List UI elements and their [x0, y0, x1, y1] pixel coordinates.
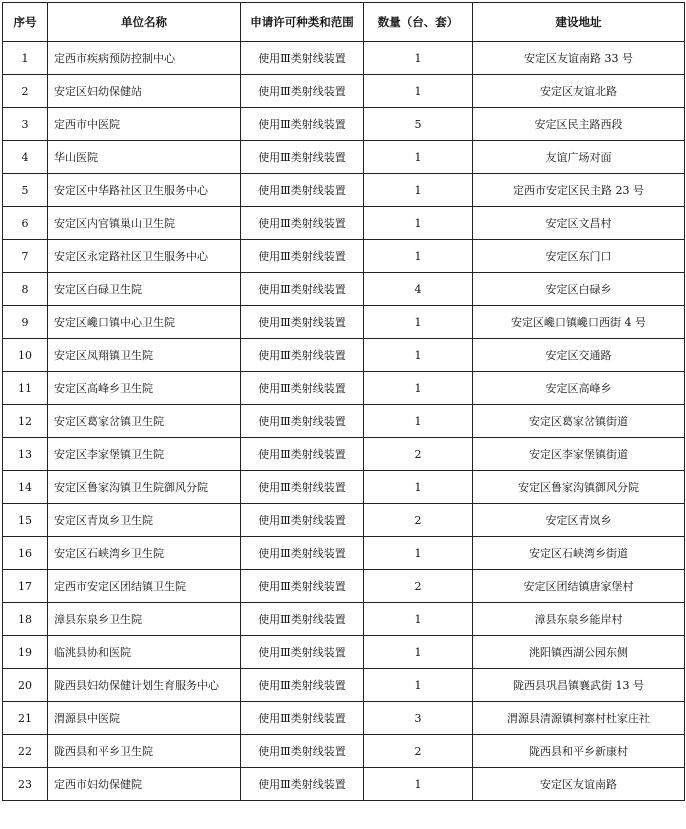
table-row [3, 372, 685, 405]
cell-scope: 使用Ⅲ类射线装置 [241, 702, 364, 735]
header-scope: 申请许可种类和范围 [241, 3, 364, 42]
cell-scope: 使用Ⅲ类射线装置 [241, 372, 364, 405]
cell-scope: 使用Ⅲ类射线装置 [241, 42, 364, 75]
cell-address: 安定区青岚乡 [473, 504, 685, 537]
cell-no: 11 [3, 372, 48, 405]
cell-no: 1 [3, 42, 48, 75]
header-qty: 数量（台、套） [364, 3, 473, 42]
cell-no: 13 [3, 438, 48, 471]
cell-quantity: 1 [364, 141, 473, 174]
cell-unit-name: 漳县东泉乡卫生院 [48, 603, 241, 636]
cell-quantity: 1 [364, 207, 473, 240]
cell-unit-name: 安定区高峰乡卫生院 [48, 372, 241, 405]
cell-unit-name: 安定区内官镇巢山卫生院 [48, 207, 241, 240]
cell-scope: 使用Ⅲ类射线装置 [241, 669, 364, 702]
table-row [3, 108, 685, 141]
cell-no: 15 [3, 504, 48, 537]
cell-address: 渭源县清源镇柯寨村杜家庄社 [473, 702, 685, 735]
table-row [3, 141, 685, 174]
cell-quantity: 1 [364, 636, 473, 669]
cell-address: 安定区高峰乡 [473, 372, 685, 405]
cell-quantity: 1 [364, 339, 473, 372]
table-row [3, 174, 685, 207]
cell-address: 安定区白碌乡 [473, 273, 685, 306]
table-row [3, 405, 685, 438]
cell-address: 安定区友谊北路 [473, 75, 685, 108]
cell-unit-name: 安定区凤翔镇卫生院 [48, 339, 241, 372]
cell-quantity: 2 [364, 735, 473, 768]
cell-scope: 使用Ⅲ类射线装置 [241, 306, 364, 339]
cell-quantity: 2 [364, 570, 473, 603]
cell-unit-name: 陇西县和平乡卫生院 [48, 735, 241, 768]
cell-unit-name: 安定区李家堡镇卫生院 [48, 438, 241, 471]
cell-quantity: 2 [364, 438, 473, 471]
cell-quantity: 1 [364, 471, 473, 504]
cell-scope: 使用Ⅲ类射线装置 [241, 273, 364, 306]
cell-unit-name: 定西市中医院 [48, 108, 241, 141]
cell-unit-name: 安定区石峡湾乡卫生院 [48, 537, 241, 570]
table-row [3, 75, 685, 108]
cell-unit-name: 安定区永定路社区卫生服务中心 [48, 240, 241, 273]
cell-address: 友谊广场对面 [473, 141, 685, 174]
cell-quantity: 1 [364, 537, 473, 570]
cell-unit-name: 安定区青岚乡卫生院 [48, 504, 241, 537]
table-row [3, 471, 685, 504]
cell-no: 21 [3, 702, 48, 735]
table-row [3, 42, 685, 75]
cell-unit-name: 安定区鲁家沟镇卫生院御风分院 [48, 471, 241, 504]
cell-quantity: 2 [364, 504, 473, 537]
cell-address: 安定区东门口 [473, 240, 685, 273]
cell-scope: 使用Ⅲ类射线装置 [241, 207, 364, 240]
table-header-row [3, 3, 685, 42]
cell-quantity: 1 [364, 669, 473, 702]
cell-address: 安定区李家堡镇街道 [473, 438, 685, 471]
cell-scope: 使用Ⅲ类射线装置 [241, 174, 364, 207]
cell-scope: 使用Ⅲ类射线装置 [241, 141, 364, 174]
table-row [3, 537, 685, 570]
cell-address: 安定区交通路 [473, 339, 685, 372]
cell-scope: 使用Ⅲ类射线装置 [241, 636, 364, 669]
table-row [3, 702, 685, 735]
cell-scope: 使用Ⅲ类射线装置 [241, 75, 364, 108]
table-row [3, 438, 685, 471]
cell-unit-name: 安定区妇幼保健站 [48, 75, 241, 108]
cell-address: 安定区友谊南路 33 号 [473, 42, 685, 75]
cell-no: 5 [3, 174, 48, 207]
cell-scope: 使用Ⅲ类射线装置 [241, 240, 364, 273]
table-row [3, 735, 685, 768]
cell-unit-name: 渭源县中医院 [48, 702, 241, 735]
table-row [3, 306, 685, 339]
cell-scope: 使用Ⅲ类射线装置 [241, 405, 364, 438]
cell-address: 安定区友谊南路 [473, 768, 685, 801]
table-row [3, 768, 685, 801]
cell-quantity: 1 [364, 174, 473, 207]
cell-no: 7 [3, 240, 48, 273]
cell-quantity: 1 [364, 405, 473, 438]
cell-quantity: 1 [364, 306, 473, 339]
header-no: 序号 [3, 3, 48, 42]
table-row [3, 339, 685, 372]
table-row [3, 636, 685, 669]
cell-unit-name: 安定区中华路社区卫生服务中心 [48, 174, 241, 207]
cell-unit-name: 华山医院 [48, 141, 241, 174]
cell-no: 14 [3, 471, 48, 504]
header-name: 单位名称 [48, 3, 241, 42]
cell-quantity: 5 [364, 108, 473, 141]
cell-no: 12 [3, 405, 48, 438]
cell-quantity: 3 [364, 702, 473, 735]
cell-quantity: 1 [364, 768, 473, 801]
cell-scope: 使用Ⅲ类射线装置 [241, 438, 364, 471]
cell-address: 陇西县和平乡新康村 [473, 735, 685, 768]
table-row [3, 603, 685, 636]
cell-scope: 使用Ⅲ类射线装置 [241, 471, 364, 504]
table-row [3, 504, 685, 537]
cell-scope: 使用Ⅲ类射线装置 [241, 603, 364, 636]
cell-scope: 使用Ⅲ类射线装置 [241, 108, 364, 141]
cell-unit-name: 定西市妇幼保健院 [48, 768, 241, 801]
cell-address: 安定区文昌村 [473, 207, 685, 240]
cell-no: 22 [3, 735, 48, 768]
cell-no: 17 [3, 570, 48, 603]
cell-address: 安定区民主路西段 [473, 108, 685, 141]
cell-address: 洮阳镇西湖公园东侧 [473, 636, 685, 669]
table-body [3, 42, 685, 801]
cell-unit-name: 安定区巉口镇中心卫生院 [48, 306, 241, 339]
cell-quantity: 4 [364, 273, 473, 306]
cell-scope: 使用Ⅲ类射线装置 [241, 537, 364, 570]
cell-quantity: 1 [364, 75, 473, 108]
cell-quantity: 1 [364, 42, 473, 75]
cell-unit-name: 临洮县协和医院 [48, 636, 241, 669]
table-row [3, 207, 685, 240]
cell-address: 陇西县巩昌镇襄武街 13 号 [473, 669, 685, 702]
cell-unit-name: 安定区葛家岔镇卫生院 [48, 405, 241, 438]
cell-address: 安定区石峡湾乡街道 [473, 537, 685, 570]
cell-address: 定西市安定区民主路 23 号 [473, 174, 685, 207]
table-row [3, 273, 685, 306]
cell-no: 2 [3, 75, 48, 108]
cell-no: 9 [3, 306, 48, 339]
cell-no: 3 [3, 108, 48, 141]
table-row [3, 240, 685, 273]
cell-quantity: 1 [364, 372, 473, 405]
cell-address: 安定区葛家岔镇街道 [473, 405, 685, 438]
cell-scope: 使用Ⅲ类射线装置 [241, 768, 364, 801]
cell-quantity: 1 [364, 603, 473, 636]
cell-quantity: 1 [364, 240, 473, 273]
cell-unit-name: 定西市疾病预防控制中心 [48, 42, 241, 75]
cell-scope: 使用Ⅲ类射线装置 [241, 570, 364, 603]
cell-no: 23 [3, 768, 48, 801]
cell-address: 安定区团结镇唐家堡村 [473, 570, 685, 603]
header-addr: 建设地址 [473, 3, 685, 42]
cell-unit-name: 定西市安定区团结镇卫生院 [48, 570, 241, 603]
cell-unit-name: 安定区白碌卫生院 [48, 273, 241, 306]
cell-address: 安定区鲁家沟镇御风分院 [473, 471, 685, 504]
cell-address: 安定区巉口镇巉口西街 4 号 [473, 306, 685, 339]
cell-no: 8 [3, 273, 48, 306]
cell-no: 6 [3, 207, 48, 240]
cell-scope: 使用Ⅲ类射线装置 [241, 504, 364, 537]
cell-no: 16 [3, 537, 48, 570]
table-row [3, 570, 685, 603]
cell-address: 漳县东泉乡能岸村 [473, 603, 685, 636]
cell-no: 4 [3, 141, 48, 174]
cell-no: 18 [3, 603, 48, 636]
cell-scope: 使用Ⅲ类射线装置 [241, 339, 364, 372]
cell-scope: 使用Ⅲ类射线装置 [241, 735, 364, 768]
cell-no: 19 [3, 636, 48, 669]
license-table [2, 2, 685, 801]
cell-no: 20 [3, 669, 48, 702]
cell-unit-name: 陇西县妇幼保健计划生育服务中心 [48, 669, 241, 702]
table-row [3, 669, 685, 702]
cell-no: 10 [3, 339, 48, 372]
